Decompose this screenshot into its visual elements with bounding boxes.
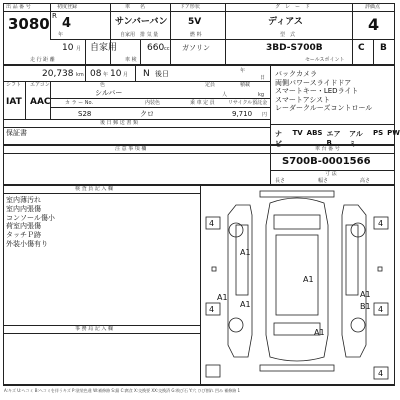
legend-sep	[3, 385, 395, 386]
transmission: IAT	[6, 97, 22, 107]
kg-unit: kg	[258, 92, 265, 98]
chassis-label: 車 台 番 号	[315, 146, 340, 152]
fuel-value: ガソリン	[182, 44, 210, 52]
interior-color: クロ	[140, 110, 154, 118]
vsep-2	[110, 3, 111, 65]
notes-head-sep	[3, 153, 395, 154]
inspector-note: 荷室内張傷	[6, 222, 41, 231]
dim-length: 長さ	[275, 178, 286, 184]
vsep-5	[352, 3, 353, 65]
equip-sep	[270, 124, 395, 125]
sales-point: レーダークルーズコントロール	[275, 104, 373, 113]
front-bumper	[260, 191, 334, 197]
info-divider	[270, 65, 271, 145]
legend-text: A:キズ U:ヘコミ B:ヘコミを伴うキズ P:塗装色違 W:補修跡 S:錆 C:腐食 X:交換要 XX:交換済 G:飛び石 Y:穴 ひび割れ 凹み 補修跡 1	[4, 388, 241, 393]
documents-value: 保証書	[6, 129, 27, 137]
row1-sep	[50, 39, 395, 40]
equip-item: ナビ	[275, 130, 282, 148]
fuel-label: 燃 料	[190, 32, 202, 38]
score-value: 4	[368, 15, 380, 34]
color-label: 色	[100, 82, 106, 88]
code-rear-left: 4	[209, 305, 215, 314]
car-damage-diagram	[200, 185, 395, 385]
code-bottom-a1: A1	[314, 328, 325, 337]
use-label: 自家用	[120, 32, 136, 38]
notes-divider	[270, 145, 271, 185]
aircon: AAC	[30, 97, 51, 107]
code-front-left: 4	[209, 219, 215, 228]
vendor-head-sep	[3, 333, 200, 334]
first-reg-label: 初度登録	[57, 4, 78, 10]
code-left-a1-bottom: A1	[240, 300, 251, 309]
left-rear-wheel	[229, 318, 243, 332]
vsep-r3	[85, 65, 86, 81]
inspector-note: タッチＰ跡	[6, 231, 41, 240]
intcolor-label: 内装色	[145, 100, 161, 106]
doors-label: ドア形状	[180, 4, 200, 10]
insp-year-unit: 年	[103, 72, 109, 78]
later-docs-label: 後 日 郵 送 書 類	[100, 120, 138, 126]
code-roof-a1: A1	[303, 275, 314, 284]
right-rear-wheel	[351, 318, 365, 332]
code-center-a1: A1	[217, 293, 228, 302]
lot-label: 出 品 番 号	[6, 4, 31, 10]
code-right-a1: A1	[360, 290, 371, 299]
color-value: シルバー	[95, 89, 123, 97]
right-window	[346, 225, 358, 295]
hdr-sep	[3, 11, 395, 12]
vsep-r3b	[135, 65, 136, 81]
inspector-label: 検 査 員 記 入 欄	[75, 186, 113, 192]
vendor-label: 事 務 局 記 入 欄	[75, 326, 113, 332]
equip-item: PW	[387, 129, 400, 137]
rear-bumper	[260, 365, 334, 371]
inspector-note: 室内薄汚れ	[6, 196, 41, 204]
vsep-4	[225, 3, 226, 65]
windshield	[274, 215, 320, 229]
year-unit: 年	[58, 32, 64, 38]
displacement: 660	[147, 43, 165, 53]
model-name: サンバーバン	[115, 17, 168, 27]
marker-left	[212, 267, 216, 271]
box-bottom-left	[206, 365, 220, 377]
left-window	[236, 225, 248, 295]
insp-year: 08	[90, 69, 102, 79]
person-unit: 人	[222, 92, 228, 98]
prev-owner-label: 乗 車 定 員	[190, 100, 215, 106]
capacity-label: 定員	[205, 82, 216, 88]
cc-unit: cc	[164, 46, 170, 52]
equip-item: ABS	[306, 129, 323, 137]
insp-month-unit: 月	[123, 72, 129, 78]
dim-width: 幅さ	[318, 178, 329, 184]
ac-label: エアコン	[30, 82, 50, 88]
month: 10	[62, 43, 74, 53]
recycle-fee: 9,710	[232, 110, 253, 118]
r6-sep	[3, 127, 270, 128]
vsep-3	[170, 3, 171, 65]
lot-number: 3080	[8, 15, 50, 33]
sales-point: スマートキー・LEDライト	[275, 87, 359, 96]
extra-label-2: 日	[260, 75, 266, 81]
year: 4	[62, 16, 72, 31]
interior-score: C	[358, 43, 365, 53]
sales-point: バックカメラ	[275, 70, 317, 78]
sales-points-list	[275, 70, 372, 113]
code-rear-right: 4	[378, 305, 384, 314]
sales-label: セールスポイント	[305, 57, 345, 63]
cc-label: 排 気 量	[140, 32, 159, 38]
vsep-r4a	[25, 81, 26, 119]
doors-value: 5V	[188, 17, 202, 27]
era: R	[52, 12, 57, 20]
use-type: 自家用	[90, 43, 118, 53]
dim-height: 高さ	[360, 178, 371, 184]
equip-item: PS	[372, 129, 384, 137]
equip-item: エアB	[326, 130, 341, 147]
mileage-value: 20,738	[42, 69, 74, 79]
month-unit: 月	[76, 46, 82, 52]
exterior-score: B	[380, 43, 387, 53]
model-code: 3BD-S700B	[266, 43, 323, 53]
score-label: 評価点	[365, 4, 381, 10]
chassis-number: S700B-0001566	[282, 156, 371, 167]
grade-label: グ レ ー ド	[275, 4, 311, 10]
code-front-right: 4	[378, 219, 384, 228]
vsep-score	[373, 39, 374, 65]
inspector-note: 室内内張傷	[6, 204, 41, 213]
inspection-label: 車 検	[125, 57, 137, 63]
colorno-label: カ ラ ー No.	[65, 100, 94, 106]
color-code: S28	[78, 110, 92, 118]
recycle-label: リサイクル預託金	[228, 100, 268, 106]
vsep-r2	[85, 39, 86, 65]
grade-value: ディアス	[268, 17, 303, 27]
marker-right	[378, 267, 382, 271]
mileage-label: 走 行 距 離	[30, 57, 55, 63]
inspector-notes	[6, 196, 55, 249]
insp-month: 10	[110, 69, 122, 79]
model-label: 車 名	[125, 4, 146, 10]
km-unit: km	[76, 72, 84, 78]
inspector-head-sep	[3, 193, 200, 194]
yen-unit: 円	[262, 112, 268, 118]
inspector-note: コンソール傷小	[6, 213, 55, 222]
code-left-a1-top: A1	[240, 248, 251, 257]
type-label: 型 式	[280, 32, 296, 38]
r4-sep	[50, 98, 270, 99]
r5-sep	[50, 107, 270, 108]
dims-label: 寸 法	[325, 171, 337, 177]
code-bottom-right: 4	[378, 369, 384, 378]
vsep-1	[50, 3, 51, 39]
vsep-r2b	[140, 39, 141, 65]
inspector-note: 外装小傷有り	[6, 239, 48, 248]
insp-after: 後日	[155, 70, 169, 78]
shift-label: シフト	[6, 82, 22, 88]
load-label: 積載	[240, 82, 251, 88]
extra-label: 年	[240, 68, 246, 74]
code-right-b1-label: B1	[360, 302, 371, 311]
sales-point: スマートアシスト	[275, 95, 331, 104]
insp-note: N	[143, 69, 150, 79]
notes-label: 注 意 事 項 欄	[115, 146, 147, 152]
equip-item: アルミ	[349, 130, 363, 148]
sales-point: 両側パワースライドドア	[275, 78, 352, 87]
equip-item: TV	[292, 129, 303, 137]
